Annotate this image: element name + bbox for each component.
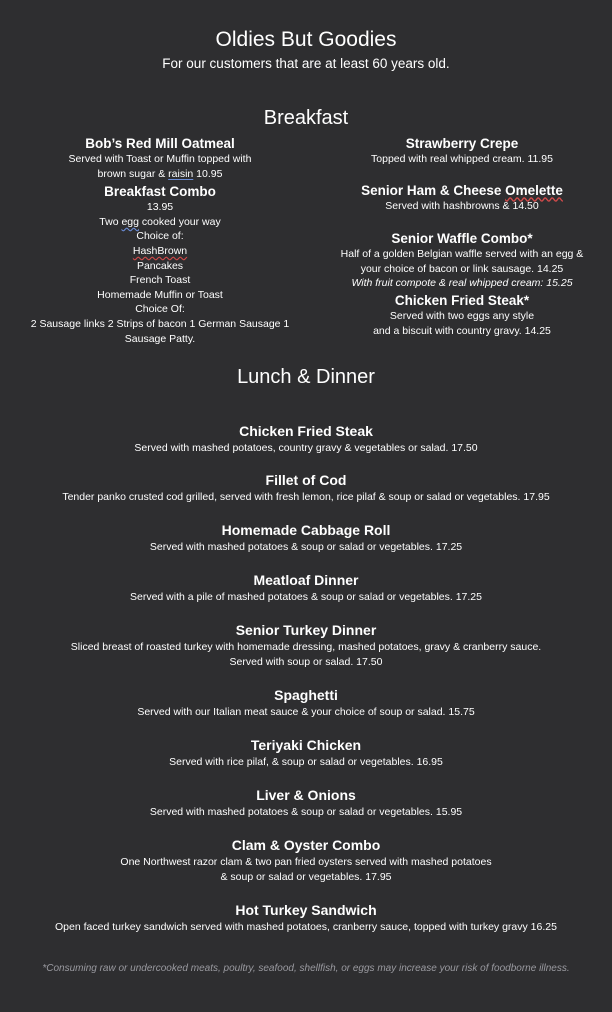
item-desc: Sliced breast of roasted turkey with homemade dressing, mashed potatoes, gravy & cranberry sauce. bbox=[70, 641, 542, 653]
menu-item-chicken-fried-steak-breakfast bbox=[318, 292, 606, 338]
item-name: Teriyaki Chicken bbox=[250, 737, 362, 753]
item-desc: and a biscuit with country gravy. 14.25 bbox=[373, 324, 551, 337]
lunch-menu-item bbox=[0, 901, 612, 935]
item-desc: Served with our Italian meat sauce & your choice of soup or salad. 15.75 bbox=[137, 706, 475, 718]
choice-option bbox=[20, 244, 300, 259]
item-name: Bob’s Red Mill Oatmeal bbox=[85, 136, 235, 151]
item-name: Clam & Oyster Combo bbox=[231, 837, 381, 853]
text-segment: Two bbox=[99, 215, 122, 228]
item-name: Strawberry Crepe bbox=[405, 136, 519, 151]
lunch-menu-item bbox=[0, 422, 612, 456]
item-desc: Topped with real whipped cream. 11.95 bbox=[371, 153, 553, 165]
lunch-menu-item bbox=[0, 521, 612, 555]
food-safety-disclaimer: *Consuming raw or undercooked meats, poultry, seafood, shellfish, or eggs may increase your risk of foodborne illness. bbox=[42, 963, 570, 974]
item-name: Hot Turkey Sandwich bbox=[235, 902, 377, 918]
lunch-menu-item bbox=[0, 686, 612, 720]
menu-subtitle: For our customers that are at least 60 years old. bbox=[162, 56, 450, 71]
choice-option: 2 Sausage links 2 Strips of bacon 1 German Sausage 1 bbox=[30, 317, 290, 330]
item-desc: Open faced turkey sandwich served with mashed potatoes, cranberry sauce, topped with turkey gravy 16.25 bbox=[55, 921, 557, 933]
choice-option: Sausage Patty. bbox=[124, 332, 196, 345]
menu-item-waffle-combo bbox=[318, 230, 606, 291]
item-price: 10.95 bbox=[193, 167, 223, 180]
choice-label: Choice of: bbox=[136, 230, 184, 243]
item-name bbox=[318, 182, 606, 199]
menu-item-breakfast-combo bbox=[20, 183, 300, 346]
item-desc: & soup or salad or vegetables. 17.95 bbox=[220, 871, 392, 883]
item-desc: Served with soup or salad. 17.50 bbox=[229, 656, 383, 668]
item-name: Fillet of Cod bbox=[265, 472, 347, 488]
grammar-marked-word: raisin bbox=[168, 167, 194, 180]
text-segment: Senior Ham & Cheese bbox=[361, 182, 506, 198]
spell-marked-word: HashBrown bbox=[132, 244, 188, 257]
item-name: Chicken Fried Steak* bbox=[394, 292, 530, 308]
lunch-menu-item bbox=[0, 471, 612, 505]
spell-marked-word: Omelette bbox=[505, 182, 563, 198]
item-desc: Served with mashed potatoes & soup or salad or vegetables. 15.95 bbox=[149, 806, 463, 818]
breakfast-right-column bbox=[318, 135, 606, 338]
grammar-marked-word: egg bbox=[121, 215, 139, 228]
item-desc bbox=[20, 167, 300, 182]
lunch-menu-item bbox=[0, 736, 612, 770]
menu-item-strawberry-crepe bbox=[318, 135, 606, 167]
choice-option: Pancakes bbox=[136, 259, 184, 272]
item-desc: With fruit compote & real whipped cream: 15.25 bbox=[351, 277, 573, 290]
item-desc: your choice of bacon or link sausage. 14.25 bbox=[360, 262, 564, 275]
item-desc: Served with Toast or Muffin topped with bbox=[68, 153, 252, 165]
item-desc: Served with rice pilaf, & soup or salad or vegetables. 16.95 bbox=[169, 756, 443, 768]
choice-option: French Toast bbox=[129, 274, 191, 287]
choice-label: Choice Of: bbox=[135, 303, 185, 316]
lunch-menu-item bbox=[0, 571, 612, 605]
item-price: 13.95 bbox=[146, 201, 174, 214]
item-name: Liver & Onions bbox=[256, 787, 356, 803]
lunch-menu-item bbox=[0, 621, 612, 670]
text-segment: cooked your way bbox=[139, 215, 221, 228]
item-desc: Half of a golden Belgian waffle served with an egg & bbox=[340, 248, 584, 261]
item-desc bbox=[20, 215, 300, 230]
item-name: Breakfast Combo bbox=[104, 184, 216, 200]
item-desc: Tender panko crusted cod grilled, served with fresh lemon, rice pilaf & soup or salad or vegetables. 17.95 bbox=[62, 491, 550, 503]
item-desc: Served with mashed potatoes & soup or salad or vegetables. 17.25 bbox=[149, 541, 463, 553]
item-name: Senior Turkey Dinner bbox=[235, 622, 377, 638]
lunch-menu-item bbox=[0, 836, 612, 885]
item-name: Spaghetti bbox=[274, 687, 338, 703]
item-desc: Served with a pile of mashed potatoes & soup or salad or vegetables. 17.25 bbox=[130, 591, 482, 603]
item-desc: One Northwest razor clam & two pan fried oysters served with mashed potatoes bbox=[120, 856, 492, 868]
item-desc: Served with mashed potatoes, country gravy & vegetables or salad. 17.50 bbox=[134, 442, 478, 454]
menu-title: Oldies But Goodies bbox=[215, 28, 397, 51]
menu-item-oatmeal bbox=[20, 135, 300, 181]
item-desc: Served with two eggs any style bbox=[389, 309, 535, 322]
text-segment: brown sugar & bbox=[97, 167, 169, 180]
lunch-menu-item bbox=[0, 786, 612, 820]
item-name: Meatloaf Dinner bbox=[253, 572, 359, 588]
breakfast-left-column bbox=[20, 135, 300, 346]
item-name: Homemade Cabbage Roll bbox=[221, 522, 391, 538]
lunch-dinner-heading: Lunch & Dinner bbox=[237, 366, 375, 388]
menu-item-omelette bbox=[318, 182, 606, 214]
item-desc: Served with hashbrowns & 14.50 bbox=[385, 199, 539, 212]
lunch-dinner-list bbox=[0, 406, 612, 935]
item-name: Senior Waffle Combo* bbox=[391, 231, 533, 247]
breakfast-heading: Breakfast bbox=[263, 107, 349, 129]
choice-option: Homemade Muffin or Toast bbox=[97, 288, 223, 301]
item-name: Chicken Fried Steak bbox=[239, 423, 373, 439]
